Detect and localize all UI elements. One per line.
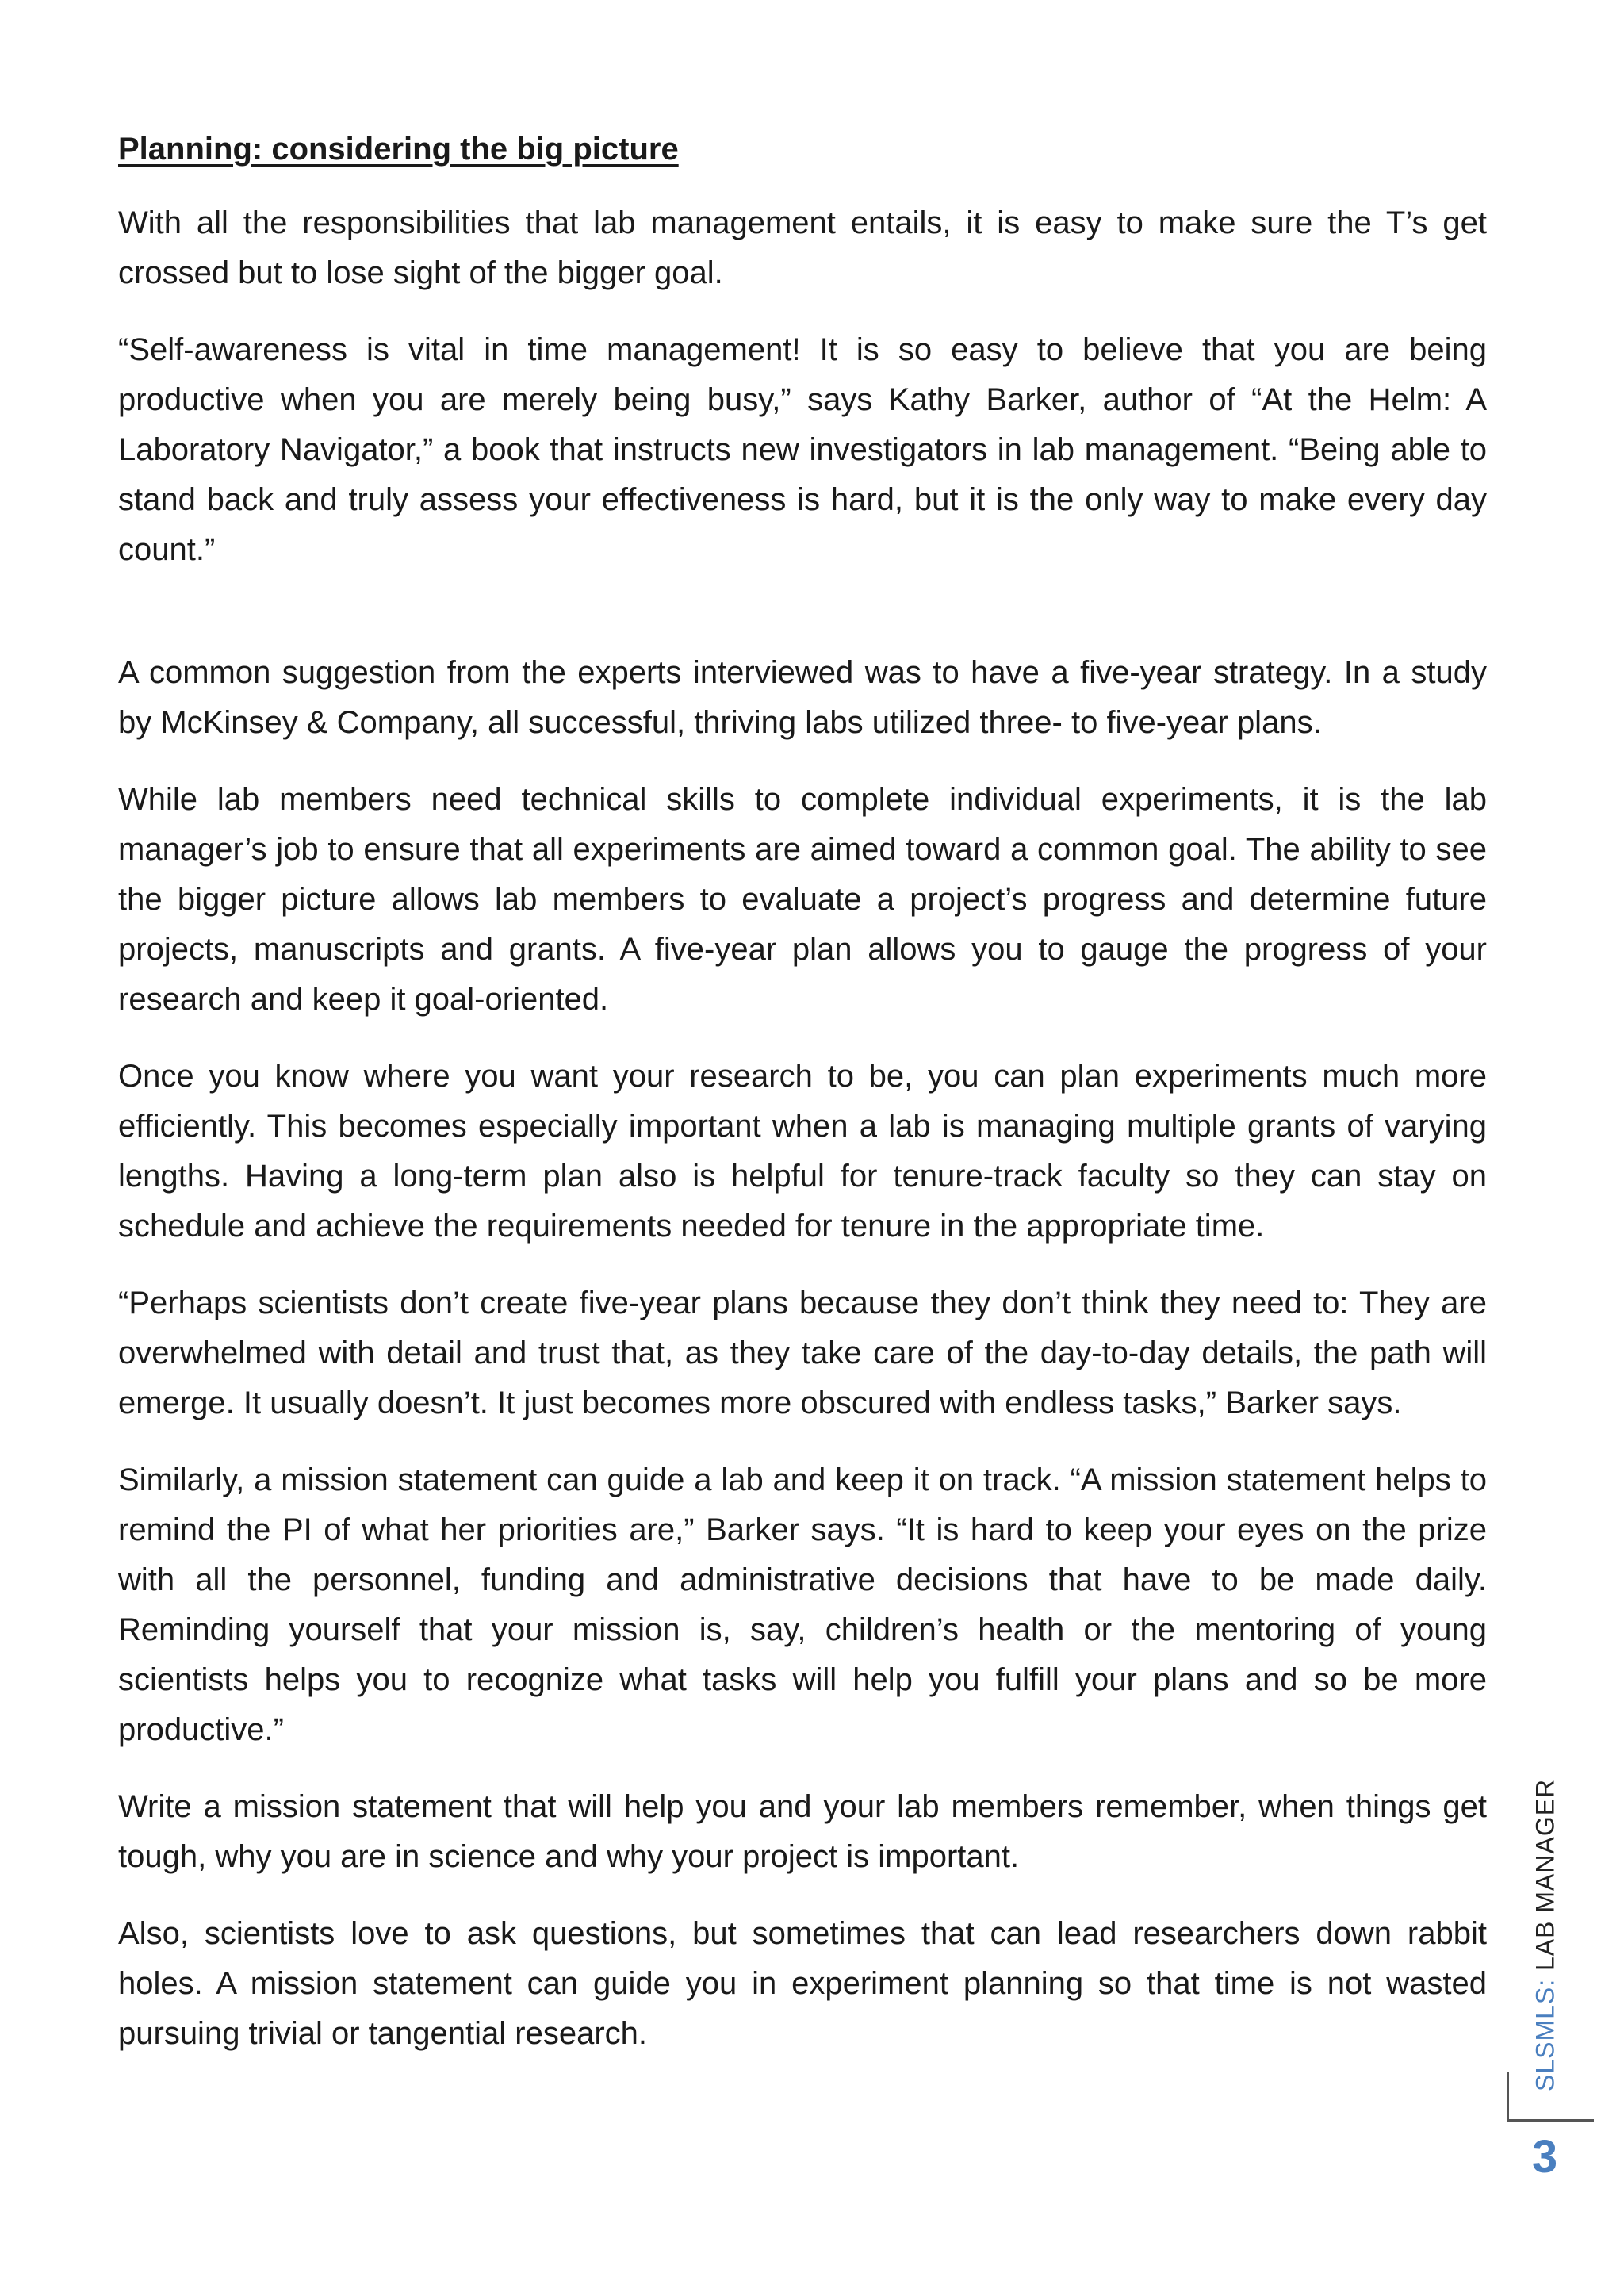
running-footer-sidebar — [1512, 1761, 1598, 2125]
section-heading: Planning: considering the big picture — [118, 132, 679, 167]
paragraph: “Self-awareness is vital in time management! It is so easy to believe that you are being productive when you are merely being busy,” says Kathy Barker, author of “At the Helm: A Laboratory Navigator,” a book that instructs new investigators in lab management. “Being able to stand back and truly assess your effectiveness is hard, but it is the only way to make every day count.” — [118, 332, 1487, 567]
page-number-divider — [1507, 2119, 1594, 2122]
paragraph: Write a mission statement that will help you and your lab members remember, when things get tough, why you are in science and why your project is important. — [118, 1789, 1487, 1874]
publication-prefix: SLSMLS: — [1530, 1978, 1560, 2092]
publication-title: LAB MANAGER — [1530, 1778, 1560, 1972]
page-number-divider-vertical — [1507, 2072, 1509, 2119]
paragraph: While lab members need technical skills to complete individual experiments, it is the lab manager’s job to ensure that all experiments are aimed toward a common goal. The ability to see the bigger picture allows lab members to evaluate a project’s progress and determine future projects, manuscripts and grants. A five-year plan allows you to gauge the progress of your research and keep it goal-oriented. — [118, 782, 1487, 1017]
paragraph: Similarly, a mission statement can guide a lab and keep it on track. “A mission statement helps to remind the PI of what her priorities are,” Barker says. “It is hard to keep your eyes on the prize with all the personnel, funding and administrative decisions that have to be made daily. Reminding yourself that your mission is, say, children’s health or the mentoring of young scientists helps you to recognize what tasks will help you fulfill your plans and so be more productive.” — [118, 1462, 1487, 1747]
page-number: 3 — [1531, 2131, 1558, 2183]
document-body — [118, 127, 1487, 2086]
paragraph: Also, scientists love to ask questions, but sometimes that can lead researchers down rabbit holes. A mission statement can guide you in experiment planning so that time is not wasted pursuing trivial or tangential research. — [118, 1916, 1487, 2051]
paragraph: With all the responsibilities that lab management entails, it is easy to make sure the T’s get crossed but to lose sight of the bigger goal. — [118, 205, 1487, 290]
paragraph: “Perhaps scientists don’t create five-year plans because they don’t think they need to: They are overwhelmed with detail and trust that, as they take care of the day-to-day details, the path will emerge. It usually doesn’t. It just becomes more obscured with endless tasks,” Barker says. — [118, 1286, 1487, 1420]
publication-label — [1522, 1761, 1569, 2110]
paragraph: A common suggestion from the experts interviewed was to have a five-year strategy. In a study by McKinsey & Company, all successful, thriving labs utilized three- to five-year plans. — [118, 655, 1487, 740]
paragraph: Once you know where you want your research to be, you can plan experiments much more efficiently. This becomes especially important when a lab is managing multiple grants of varying lengths. Having a long-term plan also is helpful for tenure-track faculty so they can stay on schedule and achieve the requirements needed for tenure in the appropriate time. — [118, 1059, 1487, 1244]
